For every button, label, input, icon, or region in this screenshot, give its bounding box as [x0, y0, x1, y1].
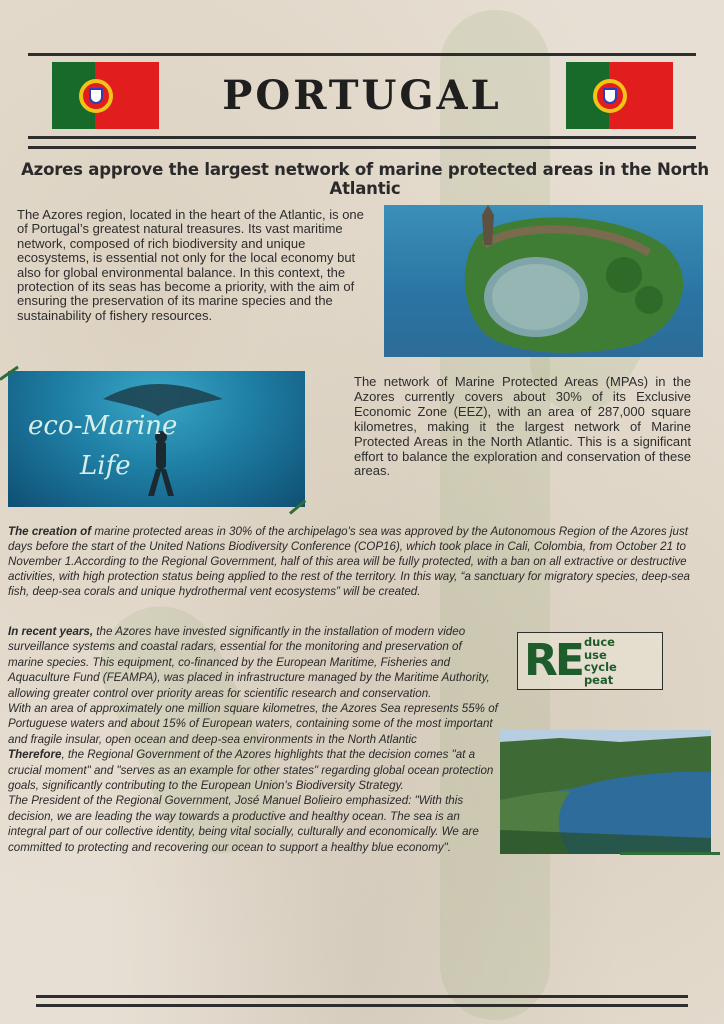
- island-crater-photo: [384, 205, 703, 357]
- country-title: PORTUGAL: [222, 72, 502, 119]
- reduce-logo-re: RE: [524, 635, 582, 686]
- portugal-flag-left: [52, 62, 159, 129]
- creation-paragraph: [8, 524, 714, 599]
- decorative-green-line: [620, 852, 720, 855]
- reduce-logo-word: cycle: [583, 660, 617, 674]
- reduce-reuse-logo: [517, 632, 663, 690]
- area-paragraph: With an area of approximately one million square kilometres, the Azores Sea represents 55% of Portuguese waters and about 15% of European waters, containing some of the most important and fragile insular, open ocean and deep-sea environments in the North Atlantic: [8, 702, 498, 746]
- flag-emblem-icon: [79, 79, 113, 113]
- header-bottom-rule: [28, 136, 696, 139]
- header-bottom-rule-2: [28, 146, 696, 149]
- life-caption: Life: [80, 451, 131, 481]
- reduce-logo-word: peat: [583, 672, 614, 687]
- eco-marine-caption: eco-Marine: [28, 411, 178, 441]
- mpa-paragraph: The network of Marine Protected Areas (MPAs) in the Azores currently covers about 30% of its Exclusive Economic Zone (EEZ), with an area of 287,000 square kilometres, making it the largest network of Marine Protected Areas in the North Atlantic. This is a significant effort to balance the exploration and conservation of these areas.: [354, 374, 691, 479]
- therefore-text: , the Regional Government of the Azores highlights that the decision comes "at a crucial moment" and "serves as an example for other states" regarding global ocean protection goals, significantly contributing to the European Union's Biodiversity Strategy.: [8, 748, 494, 793]
- reduce-logo-word: use: [583, 647, 607, 662]
- recent-paragraph: [8, 624, 498, 701]
- article-headline: Azores approve the largest network of marine protected areas in the North Atlantic: [21, 160, 709, 198]
- recent-text: the Azores have invested significantly in the installation of modern video surveillance systems and coastal radars, essential for the monitoring and preservation of marine species. This equipment, co-financed by the European Maritime, Fisheries and Aquaculture Fund (FEAMPA), was placed in infrastructure managed by the Maritime Authority, allowing greater control over priority areas for scientific research and conservation.: [8, 625, 490, 700]
- island-illustration: [384, 205, 703, 357]
- recent-lead: In recent years,: [8, 625, 94, 638]
- therefore-lead: Therefore: [8, 748, 62, 762]
- footer-rule-2: [36, 1004, 688, 1007]
- footer-rule: [36, 995, 688, 998]
- creation-text: marine protected areas in 30% of the archipelago's sea was approved by the Autonomous Region of the Azores just days before the start of the United Nations Biodiversity Conference (COP16), which took place in Cali, Colombia, from October 21 to November 1.According to the Regional Government, half of this area will be fully protected, with a ban on all extractive or destructive activities, with high protection status being applied to the rest of the territory. In this way, “a sanctuary for migratory species, deep-sea fish, deep-sea corals and unique hydrothermal vent ecosystems” will be created.: [8, 525, 690, 598]
- creation-lead: The creation of: [8, 525, 92, 538]
- therefore-paragraph: [8, 747, 498, 793]
- crater-lake-photo: [500, 730, 711, 854]
- portugal-flag-right: [566, 62, 673, 129]
- article-body-lower: [8, 624, 498, 855]
- flag-emblem-icon: [593, 79, 627, 113]
- lake-illustration: [500, 730, 711, 854]
- top-rule: [28, 53, 696, 56]
- intro-paragraph: The Azores region, located in the heart of the Atlantic, is one of Portugal’s greatest natural treasures. Its vast maritime network, composed of rich biodiversity and unique ecosystems, is essential not only for the local economy but also for global environmental balance. In this context, the protection of its seas has become a priority, with the aim of ensuring the preservation of its marine species and the sustainability of fishery resources.: [17, 207, 364, 323]
- diver-manta-photo: [8, 371, 305, 507]
- reduce-logo-word: duce: [583, 635, 615, 649]
- president-paragraph: The President of the Regional Government, José Manuel Bolieiro emphasized: "With this decision, we are leading the way towards a productive and healthy ocean. The sea is an integral part of our collective identity, being vital socially, culturally and economically. We are committed to protecting and recovering our ocean to support a healthy blue economy".: [8, 794, 479, 854]
